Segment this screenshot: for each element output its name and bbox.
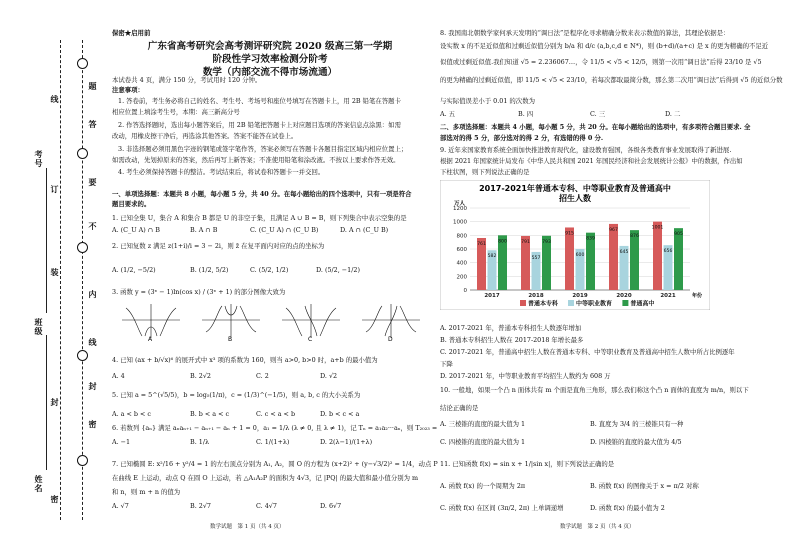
q7-stem: 7. 已知椭圆 E: x²/16 + y²/4 = 1 的左右顶点分别为 A₁, A₂，圆 O 的方程为 (x+2)² + (y−√3/2)² = 1/4，动点 P — [112, 460, 438, 468]
q7-option-d: D. 6√7 — [320, 502, 342, 510]
chart-ylabel: 万人 — [454, 201, 466, 207]
q9-line1: 9. 近年来国家教育系统全面加快推进教育现代化，建设教育强国，各级各类教育事业发展取得了新进展. — [440, 146, 732, 154]
q6-option-d: D. 2(λ−1)/(1+λ) — [320, 438, 373, 446]
q3-label-a: A — [148, 336, 153, 342]
q8-option-c: C. 三 — [590, 110, 606, 118]
chart-data-label: 645 — [619, 249, 629, 255]
q10-line1: 10. 一般地，如果一个凸 n 面体共有 m 个面是直角三角形，那么我们称这个凸 n 面体的直度为 m/n，则以下 — [440, 386, 749, 394]
note-1a: 1. 答卷前，考生务必将自己的姓名、考生号、考场号和座位号填写在答题卡上，用 2B 铅笔在答题卡 — [118, 97, 401, 105]
chart-bar — [609, 224, 618, 290]
binding-hole — [77, 148, 88, 159]
q9-option-b: B. 普通本专科招生人数在 2017-2018 年增长最多 — [440, 336, 584, 344]
chart-data-label: 915 — [565, 231, 574, 237]
chart-legend-swatch — [622, 300, 628, 306]
chart-legend-label: 普通高中 — [630, 300, 655, 308]
side-mark-mi: 密 — [50, 495, 60, 504]
section2-title: 二、多项选择题：本题共 4 小题，每小题 5 分，共 20 分。在每小题给出的选项中，有多项符合题目要求. 全 — [440, 123, 751, 131]
q9-option-c-cont: 下降 — [440, 360, 453, 368]
chart-data-label: 600 — [575, 253, 585, 258]
chart-x-tick-label: 2017 — [484, 293, 500, 299]
q8-line3: 似值或过剩近似值.我们知道 √5 = 2.236067…，令 11/5 < √5 < 12/5，则第一次用“调日法”后得 23/10 是 √5 — [440, 58, 762, 66]
q8-option-d: D. 二 — [665, 110, 681, 118]
q10-option-b: B. 直度为 3/4 的三棱锥只有一种 — [590, 420, 684, 428]
q11-option-d: D. 函数 f(x) 的最小值为 2 — [590, 504, 665, 512]
chart-legend-label: 普通本专科 — [528, 300, 559, 308]
chart-y-tick-label: 1200 — [453, 206, 467, 212]
q11-option-c: C. 函数 f(x) 在区间 (3π/2, 2π) 上单调递增 — [440, 504, 564, 512]
q9-line2: 根据 2021 年国家统计局发布《中华人民共和国 2021 年国民经济和社会发展统计公报》中的数据，作出如 — [440, 157, 743, 165]
chart-x-tick-label: 2019 — [572, 293, 588, 299]
chart-y-tick-label: 800 — [456, 233, 467, 240]
q9-option-d: D. 2017-2021 年，中等职业教育平均招生人数约为 608 万 — [440, 372, 611, 380]
binding-hole — [77, 58, 88, 69]
q5-option-a: A. a < b < c — [112, 410, 151, 418]
chart-y-tick-label: 200 — [456, 274, 467, 281]
chart-bar — [565, 227, 574, 290]
side-mark-ding: 订 — [50, 185, 60, 194]
section1-title: 一、单项选择题：本题共 8 小题，每小题 5 分，共 40 分。在每小题给出的四个选项中，只有一项是符合 — [112, 190, 412, 198]
chart-data-label: 793 — [542, 239, 551, 245]
side-word: 密 — [88, 420, 98, 429]
side-word: 内 — [88, 290, 98, 299]
q8-line1: 8. 我国南北朝数学家何承天发明的“调日法”是程序化寻求精确分数来表示数值的算法，其理论依据是： — [440, 29, 730, 37]
q6-stem: 6. 若数列 {aₙ} 满足 aₙaₙ₊₁ − aₙ₊₁ − aₙ + 1 = 0，a₁ = 1/λ (λ ≠ 0, 且 λ ≠ 1)，记 Tₙ = a₁a₂···aₙ，则 T₂₀₂₃ = — [112, 424, 438, 432]
exam-subject: 数学（内部交流不得市场流通） — [202, 67, 338, 78]
chart-data-label: 876 — [630, 234, 639, 240]
chart-bar — [653, 222, 662, 290]
q5-stem: 5. 已知 a = 5^(√5/5)，b = log₅(1/π)，c = (1/3)^(−1/5)，则 a, b, c 的大小关系为 — [112, 391, 361, 399]
note-1b: 相应位置上填涂考生号，本期：高三新高分号 — [112, 108, 240, 116]
chart-legend-swatch — [568, 300, 574, 306]
q11-option-b: B. 函数 f(x) 的图像关于 x = π/2 对称 — [590, 482, 699, 490]
q3-graph-options — [112, 300, 430, 342]
chart-data-label: 557 — [531, 255, 541, 261]
q6-option-c: C. 1/(1+λ) — [256, 438, 290, 446]
q5-option-d: D. b < c < a — [320, 410, 360, 418]
q3-label-c: C — [308, 336, 313, 342]
q4-option-d: D. √2 — [320, 372, 338, 380]
q8-line5: 与实际值误差小于 0.01 的次数为 — [440, 97, 535, 105]
chart-x-tick-label: 2021 — [660, 293, 676, 299]
side-label-class: 班级 — [34, 318, 44, 336]
side-word: 题 — [88, 82, 98, 91]
chart-legend-swatch — [520, 300, 526, 306]
chart-data-label: 791 — [521, 239, 530, 245]
note-4: 4. 考生必须保持答题卡的整洁。考试结束后，将试卷和答题卡一并交回。 — [118, 168, 325, 176]
chart-data-label: 1001 — [651, 225, 664, 231]
q1-option-b: B. A ∩ B — [190, 226, 218, 234]
q4-option-a: A. 4 — [112, 372, 125, 380]
q7-option-a: A. √7 — [112, 502, 129, 510]
side-word: 封 — [88, 382, 98, 391]
chart-title: 2017-2021年普通本专科、中等职业教育及普通高中 — [479, 184, 671, 193]
page-footer-left: 数学试题 第 1 页（共 4 页） — [210, 524, 285, 530]
chart-legend-label: 中等职业教育 — [576, 300, 613, 308]
side-mark-feng: 封 — [50, 398, 60, 407]
note-2b: 改动，用橡皮擦干净后，再选涂其他答案。答案不能答在试卷上。 — [112, 132, 298, 140]
q2-stem: 2. 已知复数 z 满足 z(1+i)/i = 3 − 2i，则 z̄ 在复平面内对应的点的坐标为 — [112, 242, 325, 250]
chart-y-tick-label: 0 — [463, 288, 467, 294]
side-mark-zhuang: 装 — [50, 268, 60, 277]
notes-title: 注意事项： — [112, 86, 144, 94]
binding-hole — [77, 455, 88, 466]
exam-title-line1: 广东省高考研究会高考测评研究院 2020 级高三第一学期 — [147, 41, 393, 52]
q3-stem: 3. 函数 y = (3ˣ − 1)ln(cos x) / (3ˣ + 1) 的部分图像大致为 — [112, 288, 286, 296]
chart-data-label: 800 — [498, 239, 507, 245]
q1-option-d: D. A ∩ (C_U B) — [340, 226, 389, 234]
q10-option-d: D. 四棱锥的直度的最大值为 4/5 — [590, 438, 682, 446]
side-label-name: 姓名 — [34, 475, 44, 493]
q6-option-b: B. 1/λ — [190, 438, 210, 446]
q1-stem: 1. 已知全集 U，集合 A 和集合 B 都是 U 的非空子集，且满足 A ∪ B = B，则下列集合中表示空集的是 — [112, 214, 407, 222]
q7-option-b: B. 2√7 — [190, 502, 211, 510]
q7-option-c: C. 4√7 — [256, 502, 277, 510]
chart-y-tick-label: 400 — [456, 260, 467, 267]
q9-option-a: A. 2017-2021 年，普通本专科招生人数逐年增加 — [440, 324, 582, 332]
chart-bar — [674, 228, 683, 290]
enrollment-bar-chart — [440, 180, 710, 310]
q7-stem-cont2: 和 n，则 m + n 的值为 — [112, 488, 181, 496]
q11-option-a: A. 函数 f(x) 的一个周期为 2π — [440, 482, 526, 490]
q5-option-b: B. b < a < c — [190, 410, 230, 418]
note-2a: 2. 作答选择题时，选出每小题答案后，用 2B 铅笔把答题卡上对应题目选项的答案信息点涂黑：如需 — [118, 121, 401, 129]
binding-hole — [77, 350, 88, 361]
note-3a: 3. 非选择题必须用黑色字迹的钢笔或签字笔作答，答案必须写在答题卡各题目指定区域内相应位置上； — [118, 145, 408, 153]
note-3b: 如需改动，先划掉原来的答案，然后再写上新答案；不准使用铅笔和涂改液。不按以上要求作答无效。 — [112, 156, 400, 164]
chart-data-label: 761 — [477, 241, 486, 247]
q2-option-d: D. (5/2, −1/2) — [316, 266, 360, 274]
chart-data-label: 582 — [487, 254, 497, 260]
side-word: 答 — [88, 120, 98, 129]
q5-option-c: C. c < a < b — [256, 410, 296, 418]
q10-option-a: A. 三棱锥的直度的最大值为 1 — [440, 420, 526, 428]
q10-line2: 结论正确的是 — [440, 404, 479, 412]
chart-title-line2: 招生人数 — [559, 194, 591, 203]
chart-data-label: 905 — [674, 232, 683, 238]
q2-option-c: C. (5/2, 1/2) — [250, 266, 289, 274]
q2-option-a: A. (1/2, −5/2) — [112, 266, 156, 274]
q4-option-c: C. 2 — [256, 372, 269, 380]
section2-title-cont: 部选对的得 5 分，部分选对的得 2 分，有选错的得 0 分. — [440, 134, 604, 142]
side-mark-line: 线 — [50, 95, 60, 104]
chart-x-tick-label: 2018 — [528, 293, 544, 299]
q9-line3: 下柱状图，则下列说法正确的是 — [440, 168, 530, 176]
section1-title-cont: 题目要求的。 — [112, 200, 151, 208]
q2-option-b: B. (1/2, 5/2) — [190, 266, 229, 274]
chart-xlabel: 年份 — [692, 293, 703, 299]
q6-option-a: A. −1 — [112, 438, 131, 446]
chart-y-tick-label: 600 — [456, 247, 467, 253]
side-word: 要 — [88, 178, 98, 187]
side-word: 不 — [88, 222, 98, 231]
q11-line1: 11. 已知函数 f(x) = sin x + 1/|sin x|，则下列说法正确的是 — [440, 460, 615, 468]
q9-option-c: C. 2017-2021 年，普通高中招生人数在普通本专科、中等职业教育及普通高中招生人数中所占比例逐年 — [440, 348, 735, 356]
chart-data-label: 839 — [586, 236, 595, 242]
side-label-student-id: 考号 — [34, 150, 44, 168]
page-footer-right: 数学试题 第 2 页（共 4 页） — [560, 524, 635, 530]
side-word: 线 — [88, 338, 98, 347]
q1-option-c: C. (C_U A) ∩ (C_U B) — [250, 226, 319, 234]
chart-data-label: 967 — [609, 227, 618, 233]
q1-option-a: A. (C_U A) ∩ B — [112, 226, 160, 234]
secret-label: 保密★启用前 — [112, 29, 151, 37]
intro-line: 本试卷共 4 页，满分 150 分，考试用时 120 分钟。 — [112, 76, 262, 84]
q3-label-d: D — [388, 336, 393, 342]
q4-option-b: B. 2√2 — [190, 372, 211, 380]
q10-option-c: C. 四棱锥的直度的最大值为 1 — [440, 438, 526, 446]
binding-hole — [77, 242, 88, 253]
q3-label-b: B — [228, 336, 233, 342]
chart-x-tick-label: 2020 — [616, 293, 632, 299]
chart-y-tick-label: 1000 — [453, 219, 467, 226]
q8-option-a: A. 五 — [440, 110, 456, 118]
q4-stem: 4. 已知 (ax + b/√x)⁶ 的展开式中 x³ 项的系数为 160，则当 a>0, b>0 时，a+b 的最小值为 — [112, 356, 378, 364]
chart-data-label: 656 — [663, 249, 673, 255]
q7-stem-cont: 在曲线 E 上运动，动点 Q 在圆 O 上运动，若 △A₁A₂P 的面积为 4√3，记 |PQ| 的最大值和最小值分别为 m — [112, 474, 419, 482]
exam-title-line2: 阶段性学习效率检测分阶考 — [212, 54, 328, 65]
q8-line2: 设实数 x 的不足近似值和过剩近似值分别为 b/a 和 d/c (a,b,c,d ∈ N*)，则 (b+d)/(a+c) 是 x 的更为精确的不足近 — [440, 42, 769, 50]
q8-option-b: B. 四 — [518, 110, 534, 118]
q8-line4: 的更为精确的过剩近似值，即 11/5 < √5 < 23/10，若每次都取最简分数，那么第二次用“调日法”后得到 √5 的近似分数 — [440, 76, 783, 84]
